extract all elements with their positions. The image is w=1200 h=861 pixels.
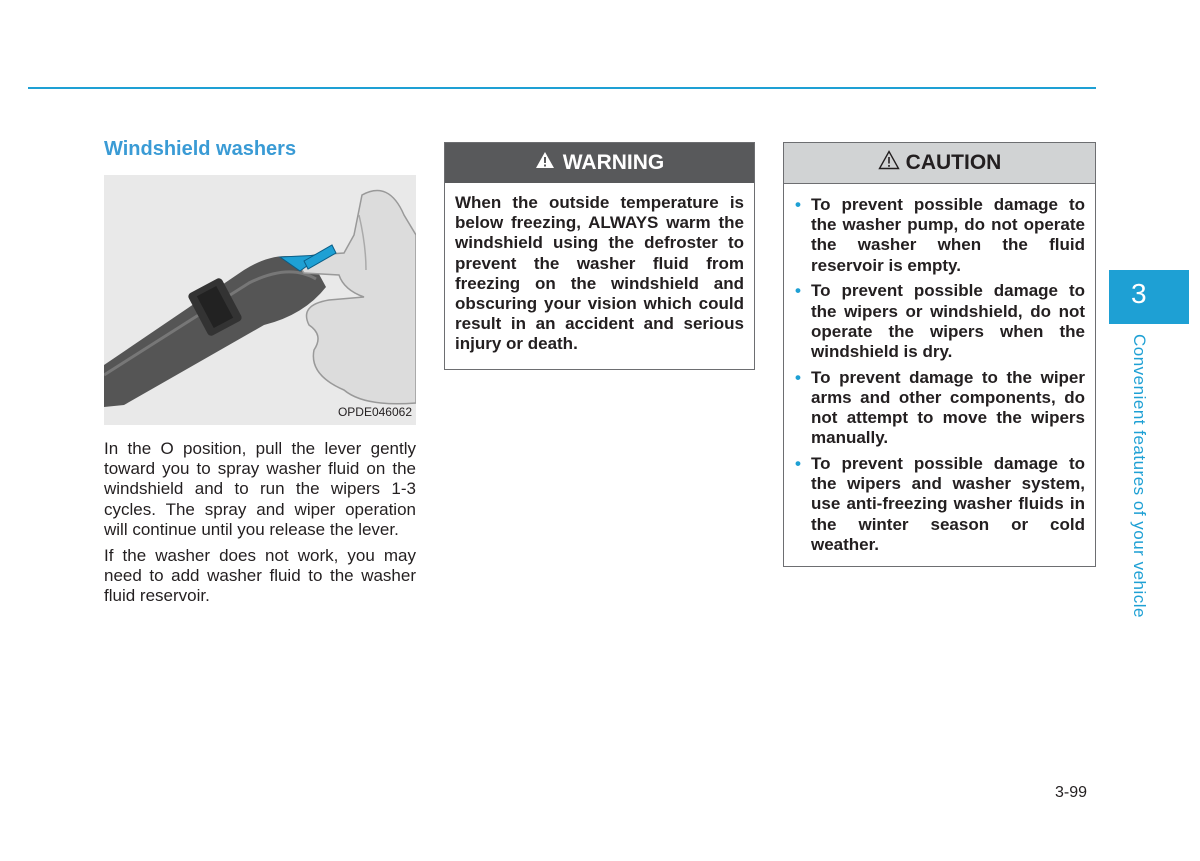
caution-item — [793, 281, 1085, 362]
caution-item-text: To prevent damage to the wiper arms and other components, do not attempt to move the wipers manually. — [811, 367, 1085, 448]
body-paragraph: In the O position, pull the lever gently toward you to spray washer fluid on the windshield and to run the wipers 1-3 cycles. The spray and wiper operation will continue until you release the lever. — [104, 439, 416, 539]
page-number: 3-99 — [1055, 784, 1088, 801]
top-rule — [28, 87, 1096, 89]
chapter-tab — [1109, 270, 1189, 324]
caution-triangle-icon — [878, 150, 900, 176]
caution-item-text: To prevent possible damage to the wipers and washer system, use anti-freezing washer fluids in the winter season or cold weather. — [811, 453, 1085, 554]
body-text — [104, 439, 416, 613]
warning-header — [445, 143, 754, 183]
bullet-icon: • — [795, 195, 801, 214]
caution-item-text: To prevent possible damage to the washer pump, do not operate the washer when the fluid reservoir is empty. — [811, 195, 1085, 275]
bullet-icon: • — [795, 453, 801, 473]
chapter-label: Convenient features of your vehicle — [1130, 334, 1149, 618]
warning-triangle-icon — [535, 151, 555, 175]
caution-box — [783, 142, 1096, 567]
wiper-lever-illustration — [104, 175, 416, 425]
bullet-icon: • — [795, 367, 801, 387]
section-title: Windshield washers — [104, 138, 297, 160]
caution-list — [784, 184, 1095, 555]
warning-box — [444, 142, 755, 370]
warning-title: WARNING — [562, 151, 665, 174]
figure-code: OPDE046062 — [337, 405, 412, 419]
chapter-number: 3 — [1131, 278, 1147, 309]
caution-item — [793, 368, 1085, 449]
bullet-icon: • — [795, 281, 801, 301]
caution-item — [793, 195, 1085, 276]
warning-text: When the outside temperature is below freezing, ALWAYS warm the windshield using the defroster to prevent the washer fluid from freezing on the windshield and obscuring your vision which could result in an accident and serious injury or death. — [455, 193, 744, 354]
caution-title: CAUTION — [905, 151, 1002, 174]
caution-item — [793, 454, 1085, 555]
body-paragraph: If the washer does not work, you may need to add washer fluid to the washer fluid reservoir. — [104, 546, 416, 606]
caution-header — [784, 143, 1095, 184]
caution-item-text: To prevent possible damage to the wipers or windshield, do not operate the wipers when the windshield is dry. — [811, 281, 1085, 361]
